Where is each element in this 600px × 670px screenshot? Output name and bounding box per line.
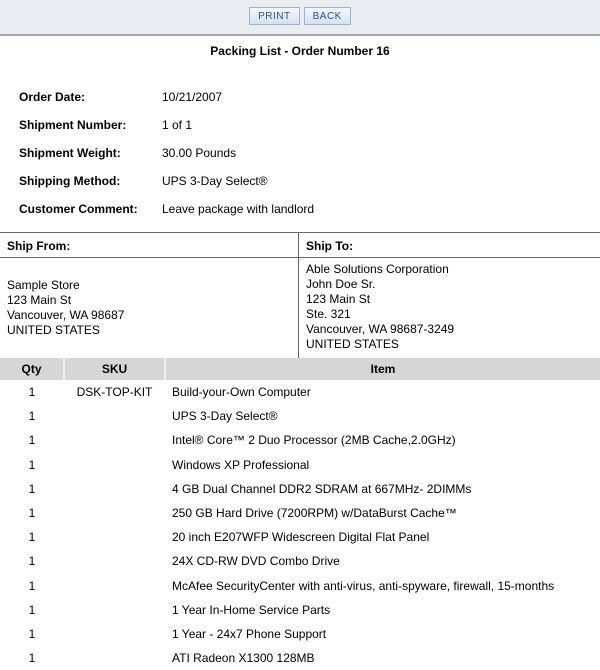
sku-cell (64, 646, 165, 670)
table-row (0, 549, 600, 573)
ship-to (299, 233, 600, 359)
address-line: Vancouver, WA 98687 (7, 308, 125, 322)
sku-cell (64, 574, 165, 598)
qty-cell: 1 (28, 457, 36, 472)
detail-label: Customer Comment: (19, 202, 138, 216)
item-cell: UPS 3-Day Select® (172, 409, 278, 424)
detail-value: Leave package with landlord (162, 202, 315, 216)
toolbar (0, 0, 600, 36)
table-row (0, 574, 600, 598)
qty-cell: 1 (28, 385, 36, 400)
print-button[interactable]: PRINT (249, 7, 300, 25)
address-line: UNITED STATES (7, 323, 100, 337)
detail-row (0, 146, 600, 174)
detail-label: Order Date: (19, 90, 86, 104)
table-row (0, 598, 600, 622)
table-row (0, 501, 600, 525)
sku-cell (64, 501, 165, 525)
item-cell: Build-your-Own Computer (172, 385, 311, 400)
table-row (0, 453, 600, 477)
detail-value: UPS 3-Day Select® (162, 174, 268, 188)
address-line: John Doe Sr. (306, 277, 376, 291)
table-row (0, 646, 600, 670)
address-line: Vancouver, WA 98687-3249 (306, 322, 455, 336)
ship-to-address (299, 258, 600, 358)
detail-label: Shipment Weight: (19, 146, 121, 160)
item-cell: 4 GB Dual Channel DDR2 SDRAM at 667MHz- 2DIMMs (172, 481, 472, 496)
sku-cell (64, 428, 165, 452)
table-row (0, 525, 600, 549)
address-line: 123 Main St (306, 292, 371, 306)
qty-cell: 1 (28, 433, 36, 448)
sku-cell: DSK-TOP-KIT (76, 385, 153, 400)
qty-cell: 1 (28, 409, 36, 424)
back-button[interactable]: BACK (304, 7, 351, 25)
sku-cell (64, 453, 165, 477)
detail-value: 30.00 Pounds (162, 146, 237, 160)
table-row (0, 404, 600, 428)
ship-from (0, 233, 299, 359)
qty-cell: 1 (28, 626, 36, 641)
detail-label: Shipping Method: (19, 174, 121, 188)
detail-row (0, 90, 600, 118)
page-title: Packing List - Order Number 16 (210, 44, 390, 58)
item-cell: McAfee SecurityCenter with anti-virus, anti-spyware, firewall, 15-months (172, 578, 555, 593)
detail-row (0, 118, 600, 146)
qty-cell: 1 (28, 506, 36, 521)
ship-section (0, 232, 600, 359)
column-header-qty: Qty (0, 358, 64, 380)
address-line: Sample Store (7, 278, 80, 292)
item-cell: 24X CD-RW DVD Combo Drive (172, 554, 340, 569)
address-line: Able Solutions Corporation (306, 262, 449, 276)
ship-from-header: Ship From: (0, 233, 298, 258)
detail-value: 10/21/2007 (162, 90, 223, 104)
sku-cell (64, 622, 165, 646)
table-row (0, 380, 600, 404)
sku-cell (64, 549, 165, 573)
detail-row (0, 174, 600, 202)
detail-row (0, 202, 600, 230)
qty-cell: 1 (28, 578, 36, 593)
table-row (0, 622, 600, 646)
item-cell: 250 GB Hard Drive (7200RPM) w/DataBurst Cache™ (172, 506, 457, 521)
qty-cell: 1 (28, 602, 36, 617)
column-header-sku: SKU (64, 358, 165, 380)
item-cell: 20 inch E207WFP Widescreen Digital Flat Panel (172, 530, 430, 545)
sku-cell (64, 598, 165, 622)
order-details (0, 90, 600, 230)
item-cell: ATI Radeon X1300 128MB (172, 651, 315, 666)
item-cell: 1 Year In-Home Service Parts (172, 602, 331, 617)
detail-value: 1 of 1 (162, 118, 193, 132)
qty-cell: 1 (28, 530, 36, 545)
item-cell: Windows XP Professional (172, 457, 310, 472)
table-row (0, 428, 600, 452)
column-header-item: Item (165, 358, 600, 380)
detail-label: Shipment Number: (19, 118, 127, 132)
qty-cell: 1 (28, 554, 36, 569)
item-cell: 1 Year - 24x7 Phone Support (172, 626, 327, 641)
address-line: 123 Main St (7, 293, 72, 307)
ship-from-address (0, 258, 298, 358)
qty-cell: 1 (28, 651, 36, 666)
items-table (0, 358, 600, 670)
address-line: UNITED STATES (306, 337, 399, 351)
ship-to-header: Ship To: (299, 233, 600, 258)
item-cell: Intel® Core™ 2 Duo Processor (2MB Cache,2.0GHz) (172, 433, 456, 448)
sku-cell (64, 404, 165, 428)
sku-cell (64, 477, 165, 501)
qty-cell: 1 (28, 481, 36, 496)
address-line: Ste. 321 (306, 307, 351, 321)
table-row (0, 477, 600, 501)
sku-cell (64, 525, 165, 549)
